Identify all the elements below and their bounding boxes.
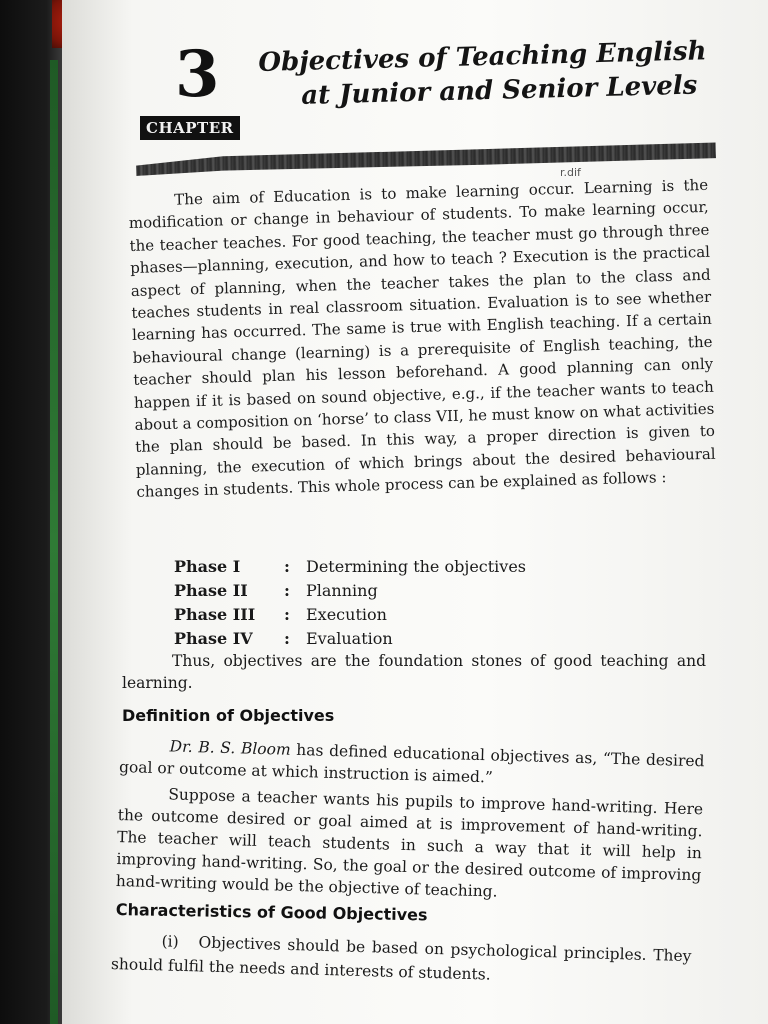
phase-value: Planning (306, 581, 378, 600)
phase-row (174, 579, 526, 603)
handwritten-note: r.dif (560, 166, 581, 179)
chapter-title (258, 34, 720, 114)
example-paragraph: Suppose a teacher wants his pupils to improve hand-writing. Here the outcome desired or goal aimed at is improvement of hand-writing. The teacher will teach students in such a way that it will help in improving hand-writing. So, the goal or the desired outcome of improving hand-writing would be the objective of teaching. (115, 785, 704, 901)
intro-section (128, 174, 717, 504)
page-content (62, 0, 716, 1024)
phase-name: Phase II (174, 581, 248, 600)
definition-section (116, 734, 705, 910)
decorative-rule (136, 140, 716, 176)
phase-list (174, 555, 526, 651)
bloom-name: Dr. B. S. Bloom (169, 737, 291, 759)
characteristic-item: (i) Objectives should be based on psychological principles. They should fulfil the needs and interests of students. (110, 932, 692, 984)
phase-row (174, 603, 526, 627)
phase-name: Phase III (174, 605, 256, 624)
phase-row (174, 555, 526, 579)
chapter-number: 3 (175, 37, 220, 112)
phase-separator: : (284, 557, 290, 576)
book-cover-edge (50, 60, 58, 1024)
phase-name: Phase IV (174, 629, 253, 648)
chapter-title-line-1: Objectives of Teaching English (258, 36, 707, 78)
phase-separator: : (284, 581, 290, 600)
thus-paragraph: Thus, objectives are the foundation stones of good teaching and learning. (122, 652, 706, 692)
characteristics-heading: Characteristics of Good Objectives (115, 900, 428, 925)
phase-separator: : (284, 605, 290, 624)
bloom-definition: has defined educational objectives as, “The desired goal or outcome at which instruction is aimed.” (118, 740, 705, 787)
phase-value: Determining the objectives (306, 557, 527, 576)
phase-value: Evaluation (306, 629, 393, 648)
phase-row (174, 627, 526, 651)
characteristics-section (111, 928, 692, 992)
intro-paragraph: The aim of Education is to make learning occur. Learning is the modification or change in behaviour of students. To make learning occur, the teacher teaches. For good teaching, the teacher must go through three phases—planning, execution, and how to teach ? Execution is the practical aspect of planning, when the teacher takes the plan to the class and teaches students in real classroom situation. Evaluation is to see whether learning has occurred. The same is true with English teaching. If a certain behavioural change (learning) is a prerequisite of English teaching, the teacher should plan his lesson beforehand. A good planning can only happen if it is based on sound objective, e.g., if the teacher wants to teach about a composition on ‘horse’ to class VII, he must know on what activities the plan should be based. In this way, a proper direction is given to planning, the execution of which brings about the desired behavioural changes in students. This whole process can be explained as follows : (128, 175, 716, 502)
chapter-title-line-2: at Junior and Senior Levels (300, 70, 698, 111)
thus-section (122, 650, 706, 694)
chapter-label: CHAPTER (140, 116, 240, 140)
phase-name: Phase I (174, 557, 241, 576)
phase-separator: : (284, 629, 290, 648)
phase-value: Execution (306, 605, 387, 624)
definition-heading: Definition of Objectives (122, 706, 335, 725)
